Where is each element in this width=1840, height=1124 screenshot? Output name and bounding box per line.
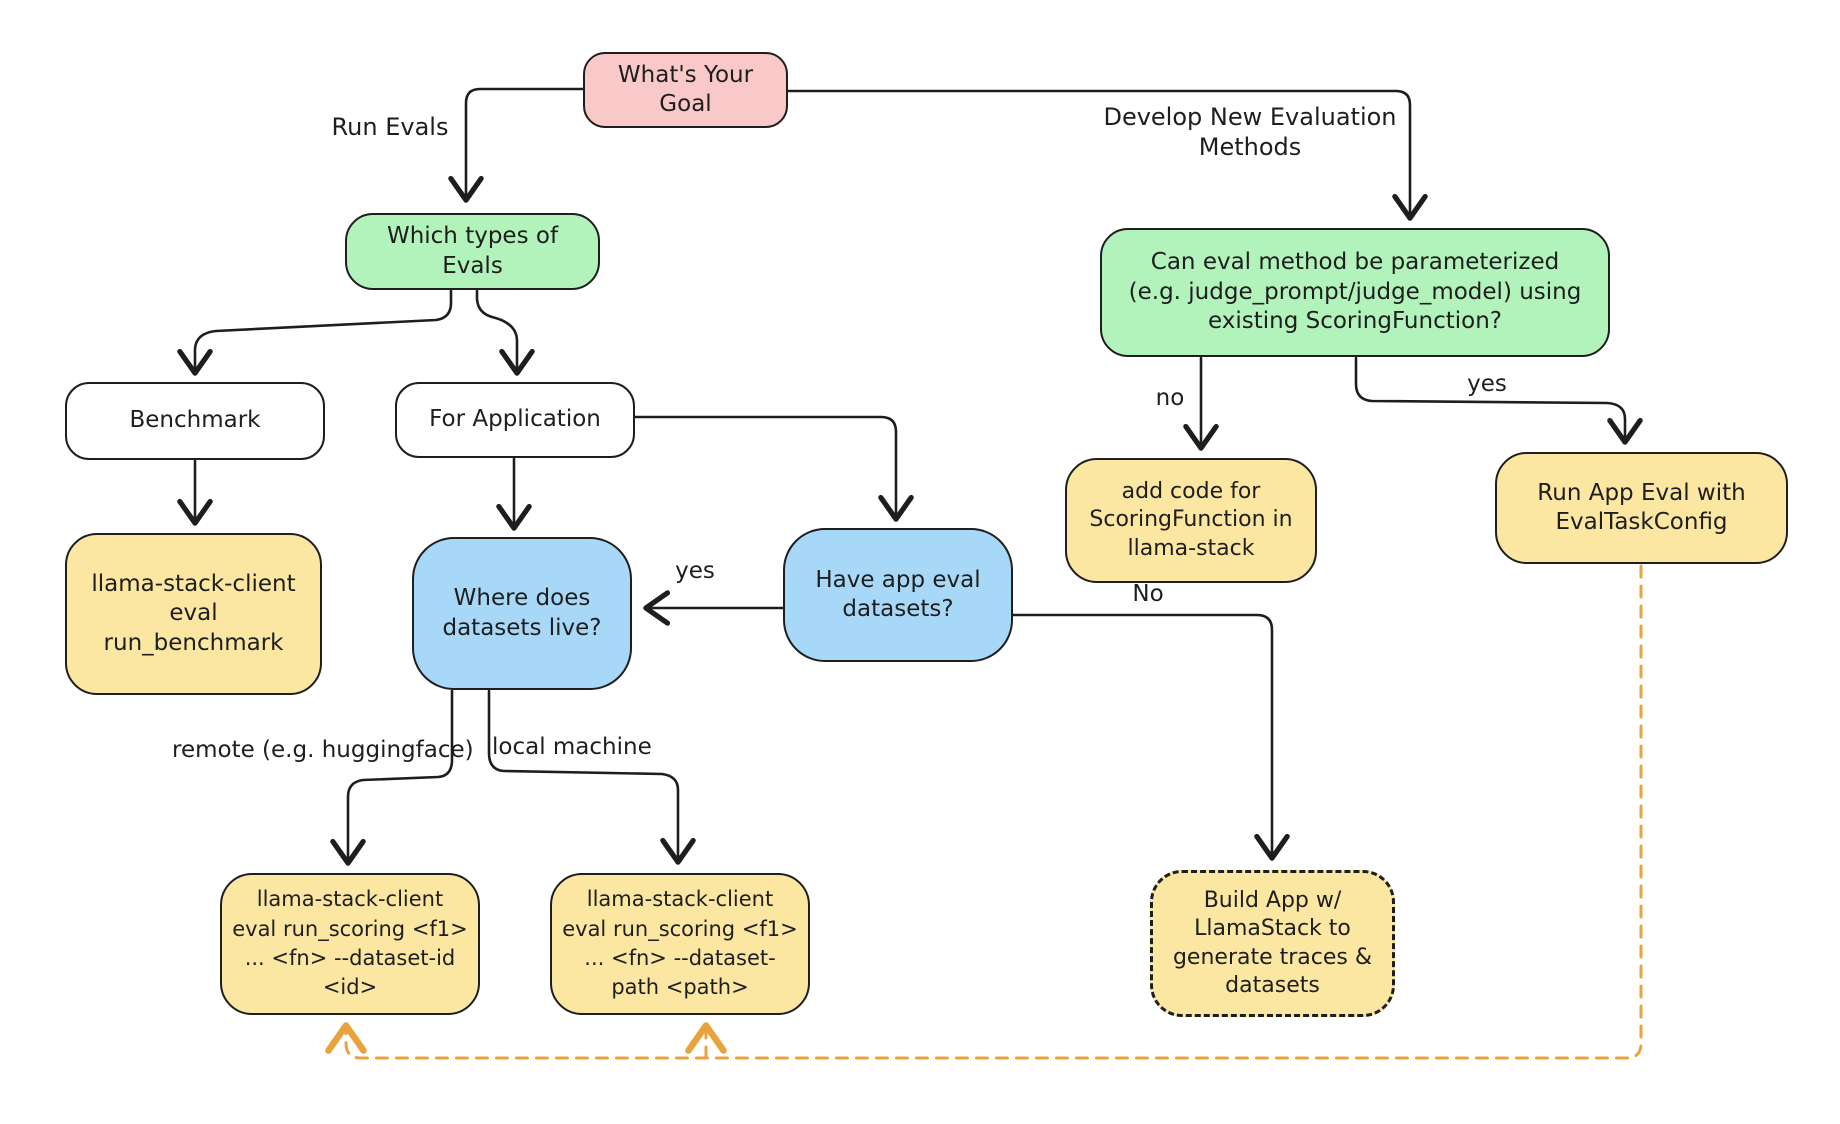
node-build-app-llamastack: [1150, 870, 1395, 1017]
node-which-types-of-evals-label: Which types of Evals: [386, 223, 559, 279]
node-whats-your-goal-label: What's Your Goal: [617, 61, 754, 117]
node-run-app-eval-evaltaskconfig: [1495, 452, 1788, 564]
node-run-app-eval-evaltaskconfig-label: Run App Eval with EvalTaskConfig: [1537, 479, 1746, 535]
node-for-application: [395, 382, 635, 458]
node-which-types-of-evals: [345, 213, 600, 290]
node-run-benchmark-cmd: [65, 533, 322, 695]
node-run-scoring-dataset-id-cmd: [220, 873, 480, 1015]
edge-for-application-to-have-datasets: [635, 417, 896, 517]
node-have-app-eval-datasets-label: Have app eval datasets?: [815, 566, 981, 622]
edge-label-no: no: [1155, 385, 1185, 411]
edge-goal-to-which-types: [466, 89, 583, 198]
node-run-benchmark-cmd-label: llama-stack-client eval run_benchmark: [91, 570, 296, 656]
node-build-app-llamastack-label: Build App w/ LlamaStack to generate traces & datasets: [1172, 888, 1373, 998]
node-run-scoring-dataset-path-label: llama-stack-client eval run_scoring <f1> ... <fn> --dataset-path <path>: [562, 887, 798, 1000]
node-benchmark-label: Benchmark: [129, 407, 261, 434]
edge-which-types-to-benchmark: [195, 291, 451, 371]
edge-have-datasets-no-to-build-app: [1013, 615, 1272, 856]
edge-where-remote-to-dataset-id: [348, 691, 452, 861]
edge-where-local-to-dataset-path: [489, 691, 678, 860]
edge-label-yes-right: yes: [1467, 371, 1507, 397]
node-for-application-label: For Application: [429, 406, 601, 433]
edge-label-local-machine: local machine: [492, 734, 652, 760]
node-have-app-eval-datasets: [783, 528, 1013, 662]
node-add-code-scoringfunction: [1065, 458, 1317, 583]
edge-which-types-to-for-application: [477, 291, 517, 371]
node-run-scoring-dataset-id-label: llama-stack-client eval run_scoring <f1> ... <fn> --dataset-id <id>: [232, 887, 468, 1000]
node-add-code-scoringfunction-label: add code for ScoringFunction in llama-stack: [1089, 479, 1293, 561]
node-can-eval-parameterized: [1100, 228, 1610, 357]
node-where-does-datasets-live: [412, 537, 632, 690]
node-can-eval-parameterized-label: Can eval method be parameterized (e.g. judge_prompt/judge_model) using existing ScoringFunction?: [1128, 249, 1582, 335]
edge-label-remote-huggingface: remote (e.g. huggingface): [172, 737, 474, 763]
node-whats-your-goal: [583, 52, 788, 128]
node-where-does-datasets-live-label: Where does datasets live?: [442, 585, 602, 641]
edge-label-develop-new-evaluation-methods: Develop New Evaluation Methods: [1103, 103, 1397, 161]
node-run-scoring-dataset-path-cmd: [550, 873, 810, 1015]
edge-label-no-mid: No: [1132, 581, 1164, 607]
node-benchmark: [65, 382, 325, 460]
edge-label-yes-mid: yes: [675, 558, 715, 584]
edge-label-run-evals: Run Evals: [331, 113, 449, 141]
